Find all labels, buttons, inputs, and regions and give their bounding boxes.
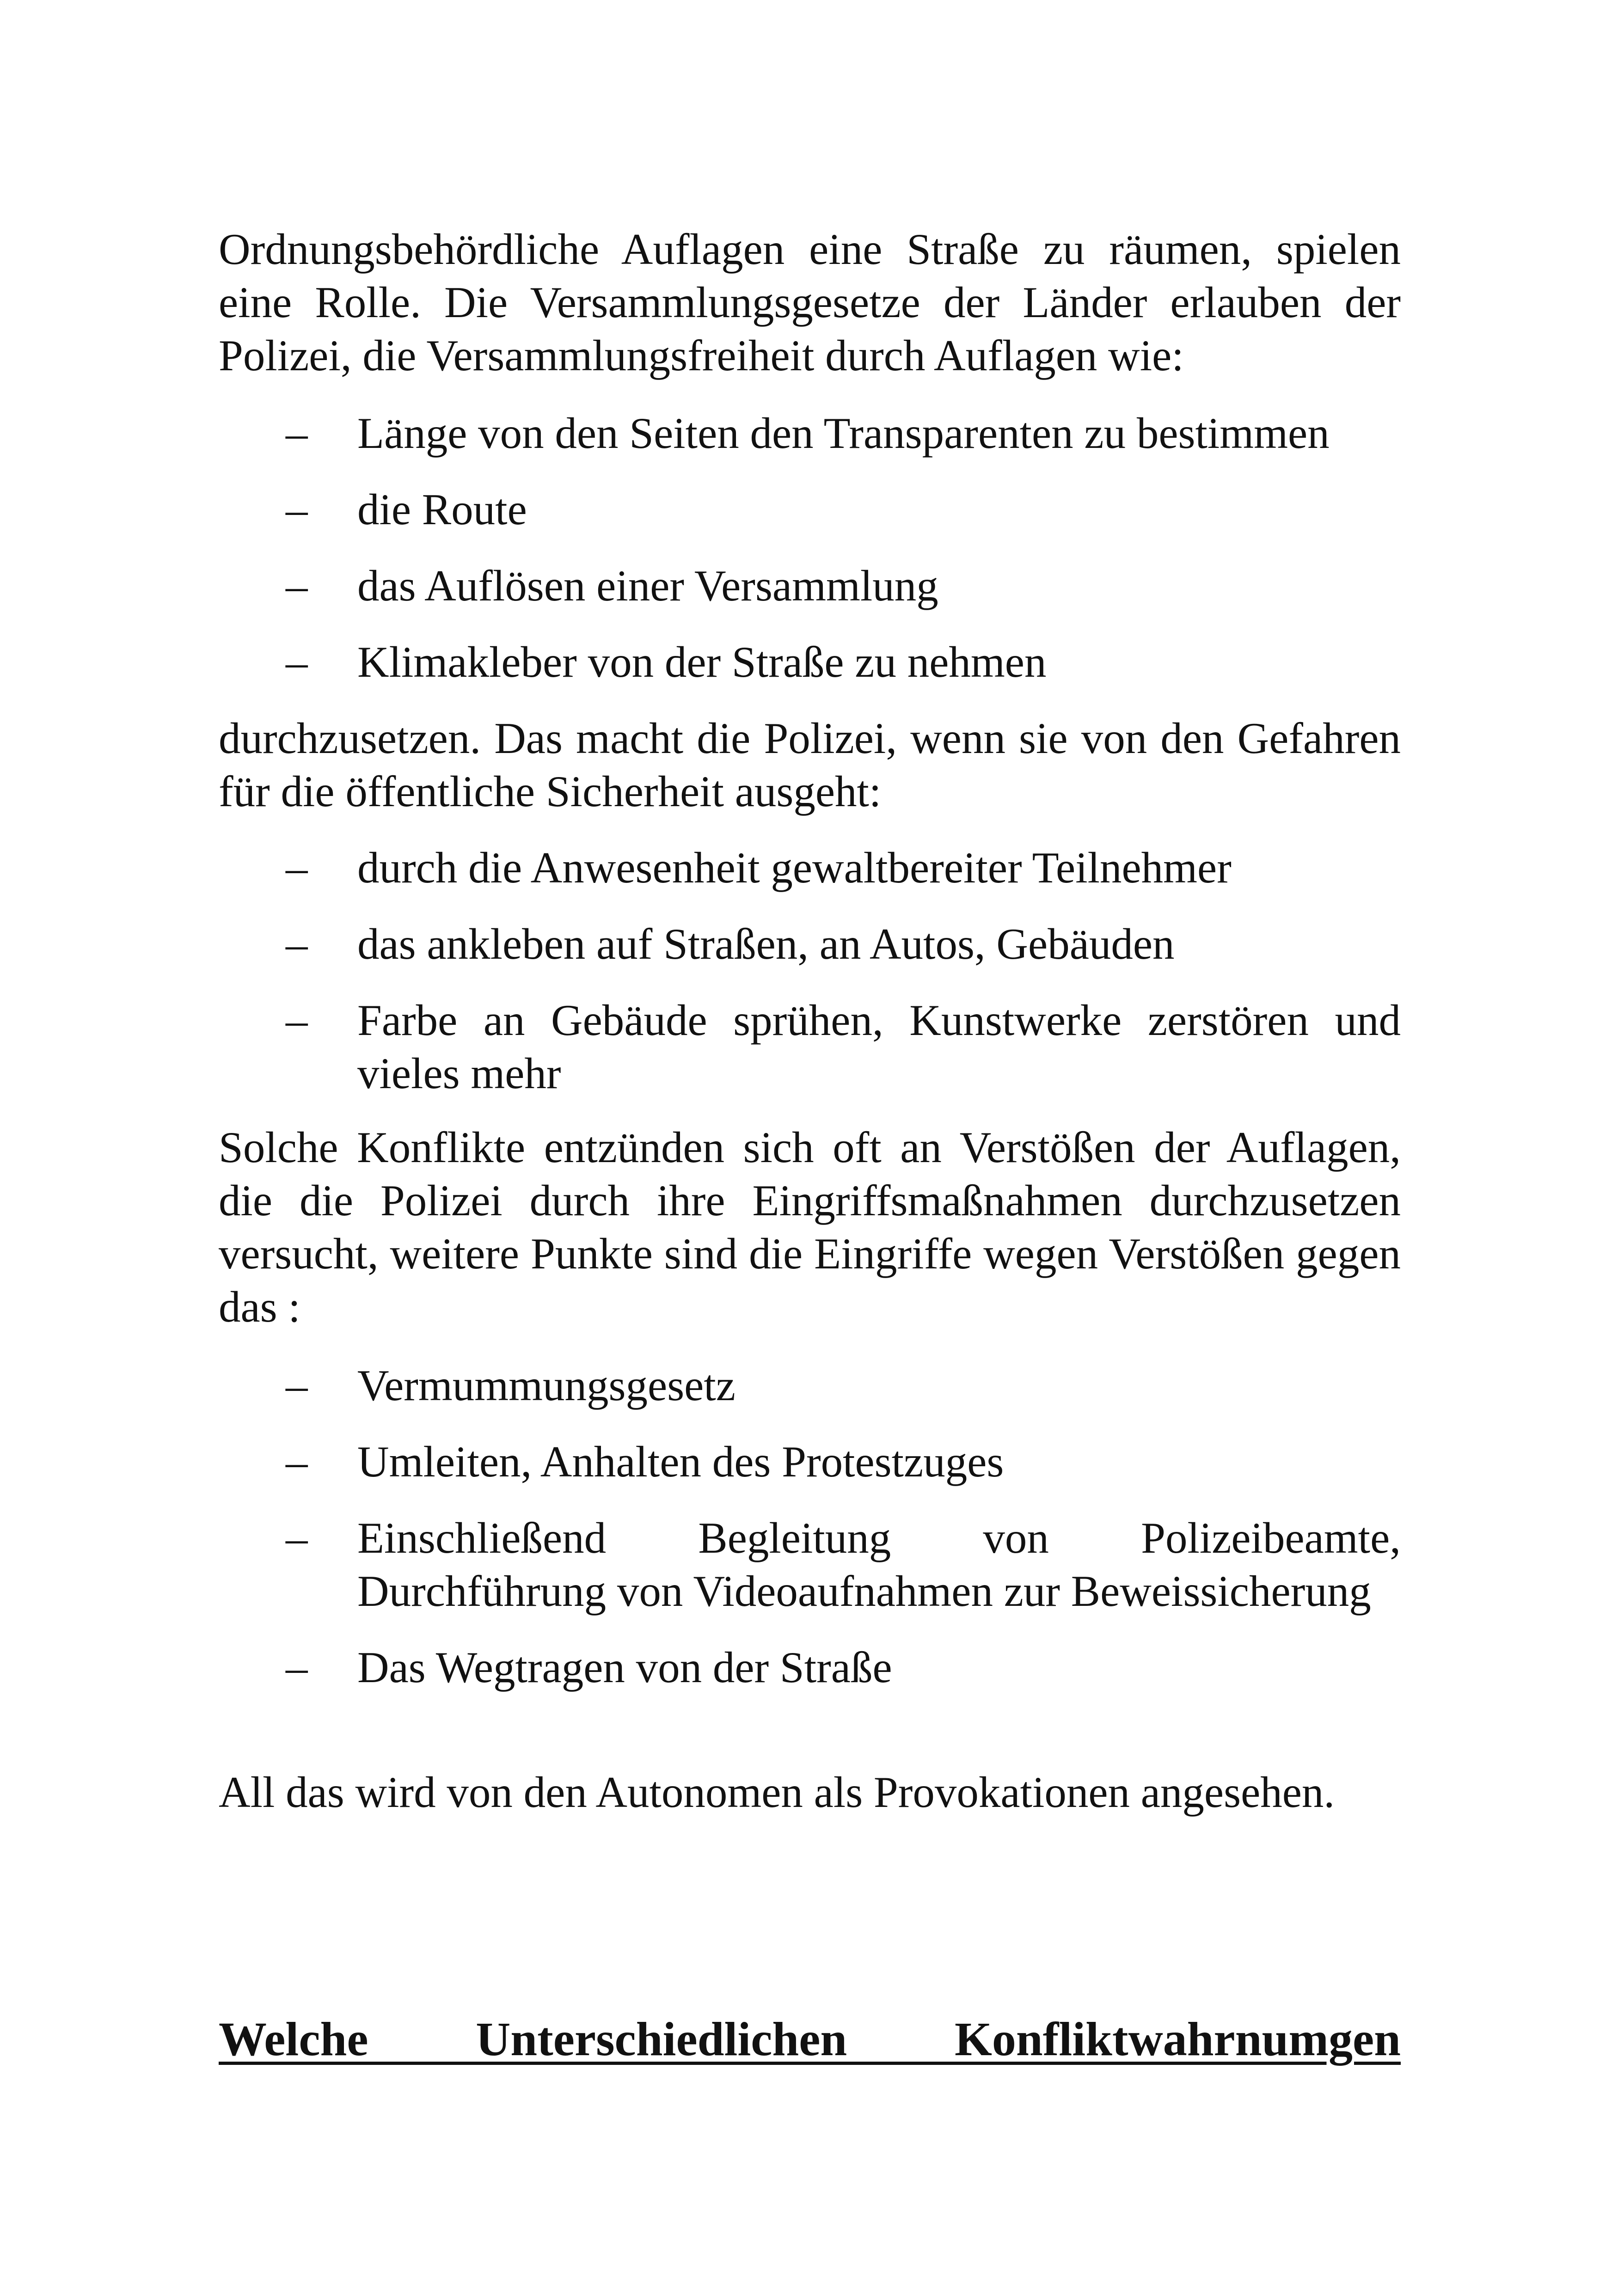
dash-bullet: – — [286, 996, 308, 1045]
dash-bullet: – — [286, 1513, 308, 1562]
list-item-text: durch die Anwesenheit gewaltbereiter Teilnehmer — [357, 843, 1232, 892]
paragraph-provokationen: All das wird von den Autonomen als Provokationen angesehen. — [219, 1768, 1335, 1817]
list-item-text: Einschließend Begleitung von Polizeibeamte, Durchführung von Videoaufnahmen zur Beweissicherung — [357, 1513, 1401, 1616]
list-item-text: Länge von den Seiten den Transparenten zu bestimmen — [357, 409, 1330, 458]
list-item-text: Das Wegtragen von der Straße — [357, 1643, 892, 1692]
verstoesse-list — [219, 1359, 1401, 1694]
list-item-text: Vermummungsgesetz — [357, 1361, 735, 1410]
list-item — [219, 918, 1401, 971]
dash-bullet: – — [286, 409, 308, 458]
paragraph-auflagen: Ordnungsbehördliche Auflagen eine Straße zu räumen, spielen eine Rolle. Die Versammlungsgesetze der Länder erlauben der Polizei, die Versammlungsfreiheit durch Auflagen wie: — [219, 225, 1401, 380]
list-item — [219, 994, 1401, 1100]
dash-bullet: – — [286, 637, 308, 686]
list-item — [219, 407, 1401, 460]
dash-bullet: – — [286, 561, 308, 610]
list-item-text: das Auflösen einer Versammlung — [357, 561, 938, 610]
auflagen-list — [219, 407, 1401, 689]
list-item-text: das ankleben auf Straßen, an Autos, Gebäuden — [357, 919, 1175, 968]
paragraph-konflikte: Solche Konflikte entzünden sich oft an Verstößen der Auflagen, die die Polizei durch ihre Eingriffsmaßnahmen durchzusetzen versucht, weitere Punkte sind die Eingriffe wegen Verstößen gegen das : — [219, 1123, 1401, 1331]
list-item — [219, 841, 1401, 894]
list-item-text: Klimakleber von der Straße zu nehmen — [357, 637, 1047, 686]
dash-bullet: – — [286, 1361, 308, 1410]
list-item — [219, 636, 1401, 689]
list-item-text: Umleiten, Anhalten des Protestzuges — [357, 1437, 1004, 1486]
dash-bullet: – — [286, 485, 308, 534]
list-item-text: Farbe an Gebäude sprühen, Kunstwerke zerstören und vieles mehr — [357, 996, 1401, 1098]
list-item — [219, 1359, 1401, 1412]
list-item — [219, 1435, 1401, 1488]
dash-bullet: – — [286, 1437, 308, 1486]
dash-bullet: – — [286, 919, 308, 968]
paragraph-gefahren: durchzusetzen. Das macht die Polizei, wenn sie von den Gefahren für die öffentliche Sicherheit ausgeht: — [219, 714, 1401, 816]
gefahren-list — [219, 841, 1401, 1100]
list-item — [219, 559, 1401, 612]
dash-bullet: – — [286, 1643, 308, 1692]
list-item — [219, 1512, 1401, 1618]
dash-bullet: – — [286, 843, 308, 892]
list-item — [219, 483, 1401, 536]
section-heading: Welche Unterschiedlichen Konfliktwahrnumgen — [219, 2013, 1401, 2066]
list-item-text: die Route — [357, 485, 527, 534]
list-item — [219, 1641, 1401, 1694]
